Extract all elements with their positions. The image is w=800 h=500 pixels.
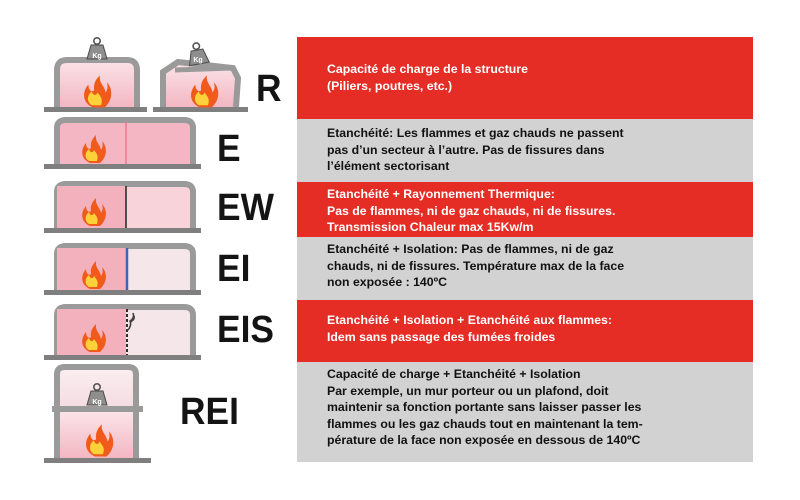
row-text: Etanchéité + Isolation: Pas de flammes, ni de gaz chauds, ni de fissures. Température max de la face non exposée : 140ºC: [327, 242, 625, 290]
row-e: [297, 119, 753, 182]
fire-resistance-illustrations: [0, 0, 300, 500]
code-r: R: [256, 68, 282, 110]
code-e: E: [217, 128, 241, 170]
icon-e: [44, 120, 201, 169]
weight-label: Kg: [92, 53, 102, 60]
row-ew: [297, 182, 753, 237]
row-text: Etanchéité + Isolation + Etanchéité aux flammes: Idem sans passage des fumées froides: [327, 313, 612, 344]
icon-ew: [44, 184, 201, 233]
code-eis: EIS: [217, 309, 274, 351]
code-ew: EW: [217, 187, 274, 229]
row-text: Capacité de charge de la structure (Piliers, poutres, etc.): [327, 62, 528, 93]
svg-text:Kg: Kg: [92, 399, 102, 406]
icon-ei: [44, 246, 201, 295]
code-rei: REI: [180, 391, 239, 433]
row-ei: [297, 237, 753, 300]
row-text: Etanchéité + Rayonnement Thermique: Pas de flammes, ni de gaz chauds, ni de fissures. Transmission Chaleur max 15Kw/m: [327, 187, 616, 235]
code-ei: EI: [217, 248, 251, 290]
row-eis: [297, 300, 753, 362]
row-rei: [297, 362, 753, 462]
row-text: Etanchéité: Les flammes et gaz chauds ne passent pas d’un secteur à l’autre. Pas de fissures dans l’élément sectorisant: [327, 126, 624, 174]
row-text: Capacité de charge + Etanchéité + Isolation Par exemple, un mur porteur ou un plafond, doit maintenir sa fonction portante sans laisser passer les flammes ou les gaz chauds tout en maintenant la tem- pérature de la face non exposée en dessous de 140ºC: [327, 367, 643, 448]
icon-r: [44, 38, 248, 112]
svg-text:Kg: Kg: [193, 57, 203, 64]
icon-rei: [44, 367, 151, 463]
icon-eis: [44, 307, 201, 360]
row-r: [297, 37, 753, 119]
